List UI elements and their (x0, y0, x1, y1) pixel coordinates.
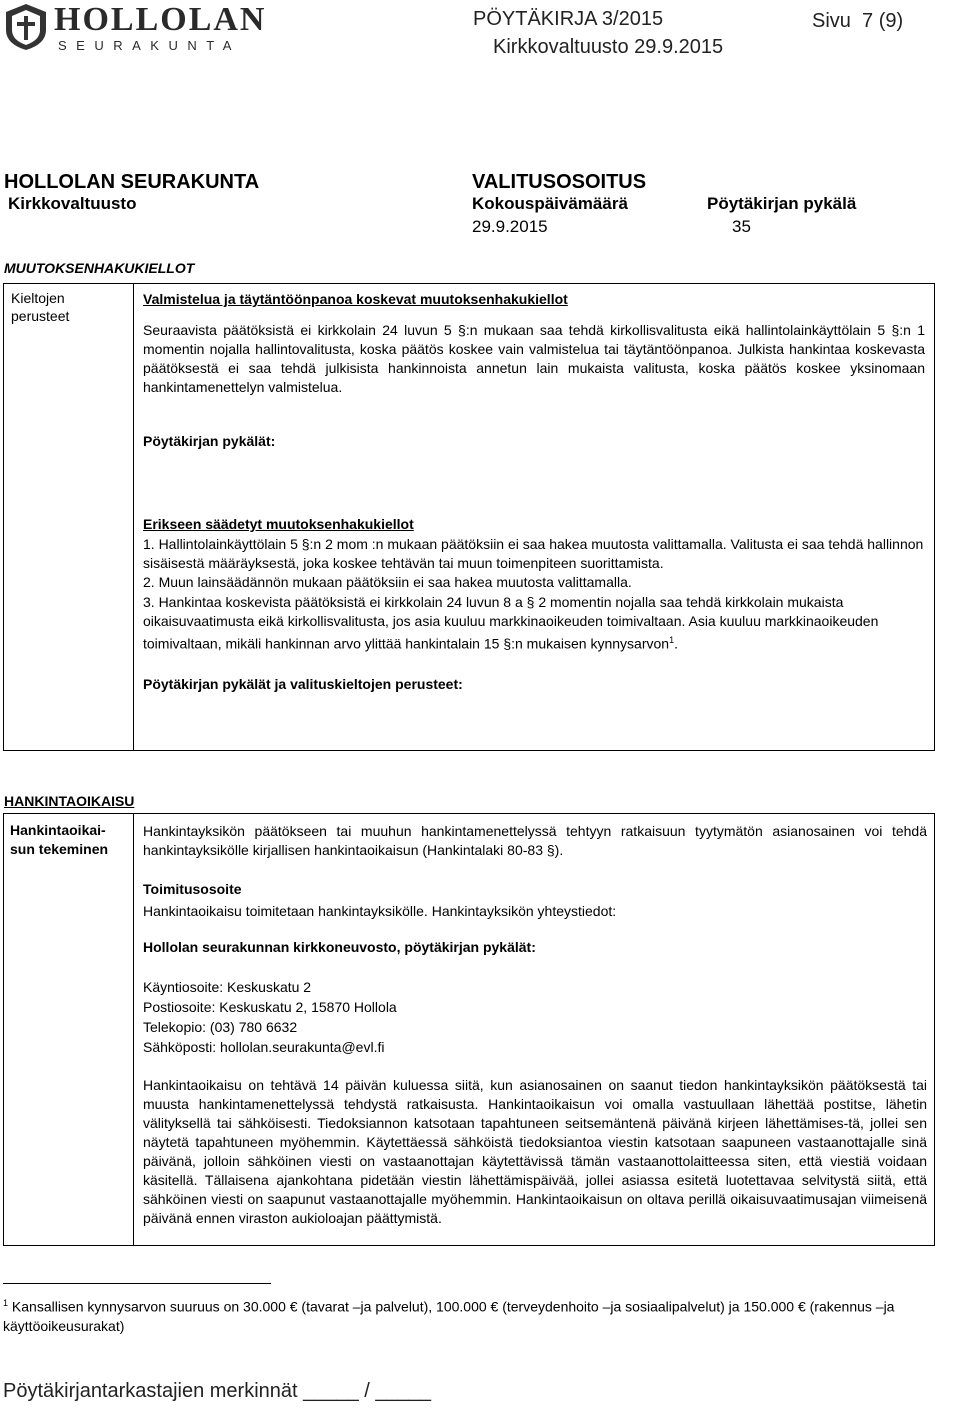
restrictions-divider (133, 283, 134, 751)
procurement-divider (133, 813, 134, 1246)
restriction-item-3: 3. Hankintaa koskevista päätöksistä ei kirkkolain 24 luvun 8 a § 2 momentin nojalla saa tehdä kirkkolain mukaista oikaisuvaatimusta eikä kirkollisvalitusta, jos asia kuuluu markkinaoikeuden toimivaltaan. Asia kuuluu markkinaoikeuden toimivaltaan, mikäli hankinnan arvo ylittää hankintalain 15 §:n mukaisen kynnysarvon$^1$. (143, 594, 879, 652)
procurement-label-2: sun tekeminen (10, 841, 109, 857)
section-value: 35 (732, 217, 751, 236)
doc-title: PÖYTÄKIRJA 3/2015 (473, 8, 664, 30)
org-contact-heading: Hollolan seurakunnan kirkkoneuvosto, pöytäkirjan pykälät: (143, 939, 536, 955)
date-value: 29.9.2015 (472, 217, 548, 236)
footnote (3, 1294, 953, 1336)
page-number: Sivu 7 (9) (812, 10, 904, 32)
pykalat-perusteet-label: Pöytäkirjan pykälät ja valituskieltojen perusteet: (143, 676, 463, 692)
postal-address: Postiosoite: Keskuskatu 2, 15870 Hollola (143, 999, 397, 1015)
restrictions-paragraph: Seuraavista päätöksistä ei kirkkolain 24 luvun 5 §:n mukaan saa tehdä kirkollisvalitusta eikä hallintolainkäyttölain 5 §:n 1 momentin nojalla hallintovalitusta, koska päätös koskee vain valmistelua tai täytäntöönpanoa. Julkista hankintaa koskevasta päätöksestä ei saa tehdä julkisista hankinnoista annetun lain mukaista valitusta, koska päätös koskee yksinomaan hankintamenettelyn valmistelua. (143, 322, 925, 395)
procurement-label-1: Hankintaoikai- (10, 822, 106, 838)
procurement-paragraph-last: Hankintaoikaisu on tehtävä 14 päivän kuluessa siitä, kun asianosainen on saanut tiedon hankintayksikön päätöksestä tai muusta hankintamenettelyssä tehdystä ratkaisusta. Hankintaoikaisun voi omalla vastuullaan lähettää postitse, lähetin välityksellä tai sähköisesti. Tiedoksiannon katsotaan tapahtuneen seitsemäntenä päivänä kirjeen lähettämises-tä, jollei sen näytetä tapahtuneen myöhemmin. Käytettäessä sähköistä tiedoksiantoa viestin katsotaan saapuneen vastaanottajalle sinä päivänä, jolloin sähköinen viesti on vastaanottajan käytettävissä tämän vastaanottolaitteessa siten, että viestiä voidaan käsitellä. Tällaisena ajankohtana pidetään viestin lähettämispäivää, jollei asiassa esitetä luotettavaa selvitystä siitä, että sähköinen viesti on saapunut vastaanottajalle myöhemmin. Hankintaoikaisun on oltava perillä oikaisuvaatimusajan viimeisenä päivänä ennen viraston aukioloajan päättymistä. (143, 1077, 927, 1226)
footnote-text: Kansallisen kynnysarvon suuruus on 30.000 € (tavarat –ja palvelut), 100.000 € (terveydenhoito –ja sosiaalipalvelut) ja 150.000 € (rakennus –ja käyttöoikeusurakat) (3, 1298, 895, 1334)
footnote-separator (3, 1283, 271, 1284)
doc-type: VALITUSOSOITUS (472, 171, 647, 193)
pykalat-label: Pöytäkirjan pykälät: (143, 433, 276, 449)
delivery-address-text: Hankintaoikaisu toimitetaan hankintayksikölle. Hankintayksikön yhteystiedot: (143, 903, 617, 919)
procurement-paragraph-1: Hankintayksikön päätökseen tai muuhun hankintamenettelyssä tehtyyn ratkaisuun tyytymätön asianosainen voi tehdä hankintayksikölle kirjallisen hankintaoikaisun (Hankintalaki 80-83 §). (143, 823, 927, 858)
restrictions-label-1: Kieltojen (11, 290, 65, 306)
section-title-muutoksenhakukiellot: MUUTOKSENHAKUKIELLOT (4, 260, 195, 276)
logo-sub-text: SEURAKUNTA (58, 38, 241, 53)
restrictions-heading: Valmistelua ja täytäntöönpanoa koskevat muutoksenhakukiellot (143, 291, 568, 307)
footnote-ref: 1 (669, 635, 675, 645)
doc-subtitle: Kirkkovaltuusto 29.9.2015 (493, 36, 724, 58)
email-address: Sähköposti: hollolan.seurakunta@evl.fi (143, 1039, 385, 1055)
delivery-address-heading: Toimitusosoite (143, 881, 242, 897)
visiting-address: Käyntiosoite: Keskuskatu 2 (143, 979, 312, 995)
fax-number: Telekopio: (03) 780 6632 (143, 1019, 298, 1035)
footnote-number: 1 (3, 1298, 9, 1308)
logo-main-text: HOLLOLAN (54, 1, 267, 38)
restrictions-label-2: perusteet (11, 308, 70, 324)
restriction-item-1: 1. Hallintolainkäyttölain 5 §:n 2 mom :n mukaan päätöksiin ei saa hakea muutosta valittamalla. Valitusta ei saa tehdä hallinnon sisäisestä määräyksestä, joka koskee tehtävän tai muun toimenpiteen suorittamista. (143, 536, 924, 571)
body-name: Kirkkovaltuusto (8, 194, 137, 213)
reviewer-signatures: Pöytäkirjantarkastajien merkinnät _____ / _____ (3, 1380, 432, 1402)
section-label: Pöytäkirjan pykälä (707, 194, 857, 213)
date-label: Kokouspäivämäärä (472, 194, 628, 213)
restriction-item-3-text: 3. Hankintaa koskevista päätöksistä ei kirkkolain 24 luvun 8 a § 2 momentin nojalla saa tehdä kirkkolain mukaista oikaisuvaatimusta eikä kirkollisvalitusta, jos asia kuuluu markkinaoikeuden toimivaltaan. Asia kuuluu markkinaoikeuden toimivaltaan, mikäli hankinnan arvo ylittää hankintalain 15 §:n mukaisen kynnysarvon (143, 594, 879, 652)
section-title-hankintaoikaisu: HANKINTAOIKAISU (4, 793, 135, 809)
org-name: HOLLOLAN SEURAKUNTA (4, 171, 260, 193)
separate-restrictions-heading: Erikseen säädetyt muutoksenhakukiellot (143, 516, 414, 532)
restriction-item-2: 2. Muun lainsäädännön mukaan päätöksiin ei saa hakea muutosta valittamalla. (143, 574, 632, 590)
parish-emblem-icon (2, 2, 50, 52)
